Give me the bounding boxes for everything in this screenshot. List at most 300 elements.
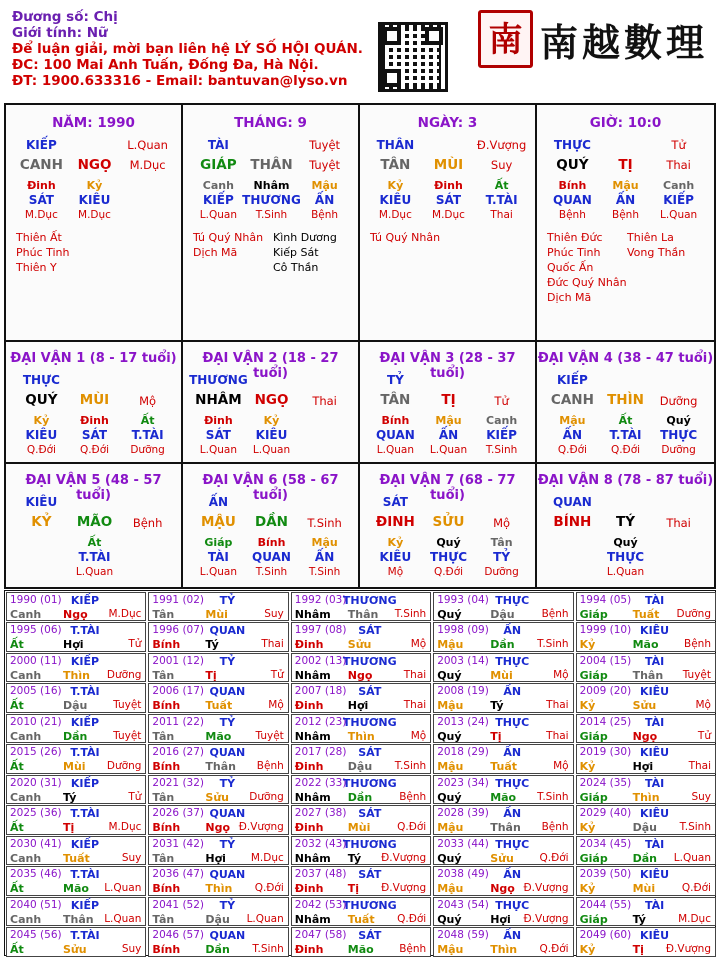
hidden-stage: M.Dục	[378, 209, 412, 221]
year-stage: Thai	[261, 638, 284, 650]
year-label: 2040 (51)	[10, 898, 62, 911]
hidden-stem: Kỷ	[387, 179, 404, 192]
year-branch: Tuất	[63, 851, 90, 865]
year-branch: Mùi	[63, 760, 86, 773]
year-stem: Quý	[437, 729, 462, 743]
year-stage: Q.Đới	[681, 882, 711, 894]
year-branch: Tị	[347, 882, 360, 895]
year-god: KIÊU	[640, 868, 670, 881]
year-stem: Canh	[10, 790, 42, 804]
year-cell	[291, 836, 431, 866]
year-stem: Canh	[10, 851, 42, 865]
luck-branch-stage: T.Sinh	[307, 516, 342, 530]
star-name: Vong Thần	[627, 246, 686, 259]
year-branch: Hợi	[632, 760, 654, 773]
year-god: TỶ	[219, 715, 236, 729]
heavenly-stem: GIÁP	[200, 157, 237, 173]
year-stem: Quý	[437, 668, 462, 682]
year-stage: Mộ	[268, 699, 284, 711]
luck-pillar-2	[183, 342, 360, 464]
year-god: TÀI	[644, 654, 665, 668]
year-stage: T.Sinh	[252, 943, 284, 955]
year-stem: Tân	[152, 607, 175, 621]
luck-god: ẤN	[208, 495, 229, 509]
star-name: Thiên Y	[16, 261, 57, 274]
hidden-stage: M.Dục	[432, 209, 465, 221]
year-god: THƯƠNG	[342, 654, 397, 668]
heavenly-stage-top: Đ.Vượng	[476, 138, 527, 152]
year-stem: Mậu	[437, 821, 464, 834]
hidden-stem: Quý	[666, 414, 691, 427]
hidden-god: KIÊU	[379, 193, 412, 207]
year-stage: Dưỡng	[106, 668, 142, 681]
year-god: SÁT	[358, 624, 382, 637]
year-branch: Thìn	[63, 668, 90, 682]
year-label: 2024 (35)	[579, 776, 632, 789]
year-branch: Mùi	[347, 821, 371, 834]
year-branch: Tuất	[347, 912, 375, 926]
luck-title: ĐẠI VẬN 8 (78 - 87 tuổi)	[537, 473, 714, 488]
hidden-stage: Q.Đới	[557, 444, 587, 456]
year-god: THƯƠNG	[342, 837, 397, 851]
year-cell	[291, 775, 431, 805]
year-branch: Mão	[632, 638, 659, 651]
year-branch: Thân	[63, 912, 94, 926]
year-stem: Mậu	[437, 943, 464, 956]
year-branch: Tý	[205, 638, 219, 651]
luck-title: ĐẠI VẬN 1 (8 - 17 tuổi)	[10, 351, 177, 366]
hidden-stem: Ất	[87, 536, 102, 549]
hidden-god: ẤN	[438, 428, 459, 442]
year-stage: Tuyệt	[682, 668, 711, 681]
year-branch: Tị	[205, 668, 217, 682]
heavenly-god-top: THỰC	[553, 138, 591, 152]
year-stem: Mậu	[437, 882, 464, 895]
year-god: QUAN	[209, 929, 246, 942]
year-stem: Nhâm	[294, 912, 331, 926]
year-branch: Mão	[63, 882, 89, 895]
year-branch: Dậu	[632, 821, 657, 834]
year-cell	[291, 744, 431, 774]
year-stage: Thai	[403, 668, 427, 681]
hidden-god: SÁT	[435, 193, 462, 207]
branch-stage: Suy	[490, 158, 513, 172]
year-god: T.TÀI	[70, 868, 100, 881]
year-stem: Tân	[152, 912, 175, 926]
year-label: 2004 (15)	[579, 654, 632, 667]
luck-title: ĐẠI VẬN 7 (68 - 77 tuổi)	[379, 473, 516, 503]
year-label: 2015 (26)	[10, 746, 62, 758]
year-stage: L.Quan	[246, 912, 284, 925]
year-god: THỰC	[495, 837, 530, 851]
year-stage: Thai	[688, 760, 711, 772]
year-branch: Thân	[490, 821, 521, 834]
year-label: 2014 (25)	[579, 715, 632, 728]
heavenly-god-top: TÀI	[207, 138, 229, 152]
hidden-god: SÁT	[28, 193, 54, 207]
year-god: QUAN	[209, 868, 246, 881]
year-branch: Thìn	[205, 882, 233, 895]
year-stage: Bệnh	[684, 638, 711, 650]
year-god: TÀI	[644, 593, 665, 607]
year-label: 2007 (18)	[294, 685, 347, 697]
hidden-stem: Kỷ	[33, 414, 50, 427]
hidden-stem: Canh	[202, 179, 234, 192]
luck-stem: ĐINH	[375, 514, 415, 530]
year-stem: Tân	[152, 851, 175, 865]
luck-title: ĐẠI VẬN 6 (58 - 67 tuổi)	[202, 473, 339, 503]
star-name: Cô Thần	[273, 261, 319, 274]
luck-god: SÁT	[382, 495, 408, 509]
luck-pillar-7	[360, 464, 537, 589]
year-god: TỶ	[219, 898, 236, 912]
year-cell	[148, 714, 288, 744]
year-cell	[433, 805, 573, 835]
luck-pillar-1	[6, 342, 183, 464]
year-stage: M.Dục	[250, 851, 284, 864]
year-god: THỰC	[495, 898, 530, 912]
year-cell	[576, 744, 716, 774]
year-branch: Ngọ	[63, 607, 88, 621]
year-stem: Nhâm	[294, 729, 331, 743]
luck-pillar-5	[6, 464, 183, 589]
hidden-god: KIÊU	[255, 428, 288, 442]
hidden-god: SÁT	[81, 428, 108, 442]
year-god: KIÊU	[640, 624, 670, 637]
hidden-stem: Bính	[257, 536, 286, 549]
star-name: Kình Dương	[273, 231, 337, 244]
luck-branch-stage: Tử	[494, 394, 509, 408]
year-cell	[148, 927, 288, 957]
earthly-branch: MÙI	[433, 157, 464, 173]
year-cell	[433, 836, 573, 866]
year-branch: Dậu	[490, 607, 515, 621]
year-stem: Giáp	[579, 668, 608, 682]
hidden-stem: Đinh	[204, 414, 233, 427]
star-name: Tú Quý Nhân	[370, 231, 441, 244]
year-stage: Tuyệt	[113, 729, 142, 742]
hidden-god: T.TÀI	[131, 428, 164, 442]
year-stage: Dưỡng	[676, 607, 711, 620]
year-stem: Quý	[437, 790, 462, 804]
year-branch: Thìn	[632, 790, 660, 804]
year-branch: Sửu	[632, 699, 657, 712]
hidden-stem: Canh	[663, 179, 695, 192]
year-stage: Mộ	[553, 760, 569, 772]
year-label: 2036 (47)	[152, 868, 205, 880]
year-stem: Đinh	[294, 760, 324, 773]
year-stage: T.Sinh	[394, 607, 427, 620]
year-label: 2011 (22)	[152, 715, 205, 728]
luck-branch-stage: Thai	[312, 394, 337, 408]
hidden-stem: Đinh	[434, 179, 463, 192]
hidden-stem: Giáp	[204, 536, 233, 549]
year-god: ẤN	[503, 807, 522, 820]
year-stem: Ất	[10, 699, 24, 712]
heavenly-stage-top: L.Quan	[127, 138, 168, 152]
year-stage: Tuyệt	[113, 699, 142, 711]
hidden-stage: Mộ	[387, 566, 404, 578]
year-stem: Quý	[437, 607, 462, 621]
pillar-1	[6, 105, 183, 342]
year-god: KIÊU	[640, 929, 670, 942]
year-branch: Ngọ	[205, 821, 231, 834]
year-god: QUAN	[209, 624, 246, 637]
year-branch: Dậu	[347, 760, 373, 773]
hidden-stage: L.Quan	[252, 444, 291, 456]
branch-stage: M.Dục	[129, 158, 166, 172]
year-branch: Mão	[490, 790, 517, 804]
year-cell	[6, 592, 146, 622]
hidden-god: THƯƠNG	[242, 193, 301, 207]
year-god: THỰC	[495, 654, 530, 668]
luck-branch-stage: Mộ	[139, 394, 157, 408]
year-stage: Đ.Vượng	[523, 882, 569, 894]
year-stage: Đ.Vượng	[238, 821, 284, 833]
hidden-stem: Tân	[490, 536, 513, 549]
pillar-4	[537, 105, 714, 342]
star-name: Dịch Mã	[547, 291, 592, 304]
star-name: Thiên Ất	[16, 231, 62, 244]
year-stage: L.Quan	[673, 851, 711, 864]
year-branch: Tý	[490, 699, 504, 712]
hidden-stem: Kỷ	[86, 179, 103, 192]
year-stem: Canh	[10, 912, 42, 926]
year-cell	[576, 714, 716, 744]
year-god: TÀI	[644, 776, 665, 790]
hidden-stem: Mậu	[612, 179, 639, 192]
year-cell	[576, 683, 716, 713]
hidden-stage: L.Quan	[429, 444, 468, 456]
year-branch: Tuất	[632, 607, 660, 621]
year-stage: Dưỡng	[106, 760, 142, 772]
luck-god: TỶ	[386, 373, 404, 387]
hidden-stage: L.Quan	[376, 444, 414, 456]
luck-stem: KỶ	[31, 514, 52, 530]
year-stage: Bệnh	[541, 821, 569, 833]
year-cell	[576, 927, 716, 957]
year-god: TÀI	[644, 715, 665, 729]
hidden-stage: L.Quan	[75, 566, 114, 578]
year-label: 2009 (20)	[579, 685, 632, 697]
year-cell	[148, 897, 288, 927]
year-stage: Suy	[264, 607, 284, 620]
year-stem: Ất	[10, 821, 24, 834]
year-cell	[433, 866, 573, 896]
year-label: 2010 (21)	[10, 715, 62, 728]
year-god: ẤN	[503, 746, 522, 759]
hidden-god: SÁT	[205, 428, 231, 442]
owner-gender: Giới tính: Nữ	[12, 25, 108, 41]
year-god: ẤN	[503, 929, 522, 942]
owner-info	[12, 9, 363, 89]
luck-stem: BÍNH	[553, 514, 592, 530]
luck-stem: MẬU	[200, 514, 236, 530]
hidden-stage: Q.Đới	[610, 444, 641, 456]
year-stem: Tân	[152, 729, 175, 743]
year-label: 2006 (17)	[152, 685, 205, 697]
year-god: KIẾP	[70, 654, 100, 668]
hidden-stage: L.Quan	[199, 444, 237, 456]
year-cell	[148, 683, 288, 713]
pillar-2	[183, 105, 360, 342]
year-stage: Bệnh	[399, 790, 427, 803]
year-cell	[6, 683, 146, 713]
brand-logo: 南越數理	[540, 20, 709, 65]
luck-title: ĐẠI VẬN 5 (48 - 57 tuổi)	[25, 473, 162, 503]
hidden-stem: Đinh	[80, 414, 109, 427]
year-stage: L.Quan	[104, 882, 142, 894]
year-label: 2045 (56)	[10, 929, 62, 941]
year-stem: Giáp	[579, 607, 608, 621]
hidden-stem: Ất	[494, 179, 509, 192]
year-stem: Canh	[10, 607, 42, 621]
hidden-stem: Quý	[613, 536, 638, 549]
pillar-title: THÁNG: 9	[234, 115, 307, 131]
hidden-stem: Mậu	[435, 414, 462, 427]
year-god: KIẾP	[70, 776, 100, 790]
hidden-stem: Mậu	[311, 536, 338, 549]
year-god: T.TÀI	[70, 807, 100, 820]
hidden-stem: Mậu	[559, 414, 586, 427]
heavenly-god-top: KIẾP	[26, 138, 57, 152]
year-stem: Bính	[152, 821, 181, 834]
stars-good	[193, 230, 263, 260]
year-god: THƯƠNG	[342, 593, 397, 607]
hidden-stage: L.Quan	[199, 209, 237, 221]
year-branch: Mùi	[490, 668, 513, 682]
year-branch: Hợi	[347, 699, 369, 712]
year-label: 2039 (50)	[579, 868, 632, 880]
year-stem: Giáp	[579, 790, 608, 804]
year-stem: Nhâm	[294, 607, 331, 621]
luck-pillar-8	[537, 464, 714, 589]
year-label: 1993 (04)	[437, 593, 489, 606]
year-stem: Nhâm	[294, 668, 331, 682]
year-god: SÁT	[358, 807, 382, 820]
year-stage: Q.Đới	[539, 851, 569, 864]
year-god: TỶ	[219, 837, 236, 851]
pillar-title: NGÀY: 3	[417, 115, 478, 131]
year-god: KIẾP	[70, 837, 100, 851]
hidden-stem: Bính	[558, 179, 587, 192]
year-stage: M.Dục	[108, 821, 142, 833]
year-label: 2044 (55)	[579, 898, 632, 911]
star-name: Dịch Mã	[193, 246, 238, 259]
year-stage: Tử	[697, 729, 711, 742]
year-stem: Kỷ	[579, 821, 596, 834]
year-stem: Kỷ	[579, 943, 596, 956]
year-god: T.TÀI	[70, 624, 100, 637]
year-label: 2008 (19)	[437, 685, 489, 697]
pillar-3	[360, 105, 537, 342]
year-god: QUAN	[209, 807, 246, 820]
seal-logo: 南	[478, 10, 533, 68]
year-cell	[576, 653, 716, 683]
luck-branch: THÌN	[607, 392, 644, 408]
year-cell	[6, 775, 146, 805]
year-branch: Tý	[63, 790, 77, 804]
year-stem: Ất	[10, 638, 24, 651]
star-name: Kiếp Sát	[273, 246, 319, 259]
year-label: 2031 (42)	[152, 837, 205, 850]
year-god: ẤN	[503, 685, 522, 698]
luck-stem: NHÂM	[195, 392, 242, 408]
year-god: T.TÀI	[70, 929, 100, 942]
year-cell	[6, 836, 146, 866]
hidden-stage: L.Quan	[659, 209, 698, 221]
year-label: 2034 (45)	[579, 837, 632, 850]
hidden-stage: Q.Đới	[26, 444, 56, 456]
year-label: 2035 (46)	[10, 868, 62, 880]
luck-branch: MÃO	[76, 514, 113, 530]
luck-stem: TÂN	[380, 392, 411, 408]
luck-branch-stage: Thai	[666, 516, 691, 530]
luck-branch-stage: Bệnh	[132, 516, 163, 530]
year-cell	[6, 866, 146, 896]
hidden-stage: Dưỡng	[484, 566, 519, 578]
hidden-stage: M.Dục	[24, 209, 58, 221]
hidden-stem: Canh	[486, 414, 518, 427]
year-cell	[576, 866, 716, 896]
star-name: Tú Quý Nhân	[193, 231, 264, 244]
year-cell	[433, 683, 573, 713]
luck-branch: SỬU	[432, 514, 465, 530]
qr-code-icon	[378, 22, 448, 92]
hidden-stem: Bính	[381, 414, 410, 427]
year-branch: Thân	[347, 607, 379, 621]
year-label: 2048 (59)	[437, 929, 489, 941]
year-label: 2049 (60)	[579, 929, 632, 941]
year-stem: Bính	[152, 638, 181, 651]
hidden-god: TỶ	[493, 550, 511, 564]
year-cell	[291, 927, 431, 957]
luck-god: QUAN	[552, 495, 592, 509]
year-cell	[148, 744, 288, 774]
year-cell	[6, 897, 146, 927]
pillar-title: NĂM: 1990	[52, 115, 135, 131]
year-label: 2041 (52)	[152, 898, 205, 911]
year-cell	[148, 622, 288, 652]
year-stage: Thai	[546, 729, 569, 742]
year-stem: Bính	[152, 943, 181, 956]
hidden-god: THỰC	[606, 550, 645, 564]
branch-stage: Tuyệt	[309, 158, 341, 172]
hidden-stage: Bệnh	[311, 209, 339, 221]
year-cell	[148, 653, 288, 683]
hidden-god: ẤN	[562, 428, 583, 442]
year-cell	[291, 866, 431, 896]
year-stage: Thai	[403, 699, 427, 711]
year-god: QUAN	[209, 685, 246, 698]
luck-stem: CANH	[550, 392, 594, 408]
hidden-stem: Ất	[140, 414, 155, 427]
year-god: KIẾP	[70, 715, 100, 729]
hidden-stem: Ất	[618, 414, 633, 427]
year-stage: T.Sinh	[394, 760, 427, 772]
year-stem: Mậu	[437, 760, 464, 773]
yearly-table	[4, 590, 716, 956]
year-stage: Suy	[121, 943, 142, 955]
hidden-stage: L.Quan	[199, 566, 237, 578]
year-stage: Tử	[270, 668, 284, 681]
year-cell	[291, 683, 431, 713]
year-god: SÁT	[358, 746, 382, 759]
earthly-branch: TỊ	[618, 157, 633, 173]
year-cell	[433, 744, 573, 774]
year-god: TỶ	[219, 654, 236, 668]
year-stem: Mậu	[437, 638, 464, 651]
